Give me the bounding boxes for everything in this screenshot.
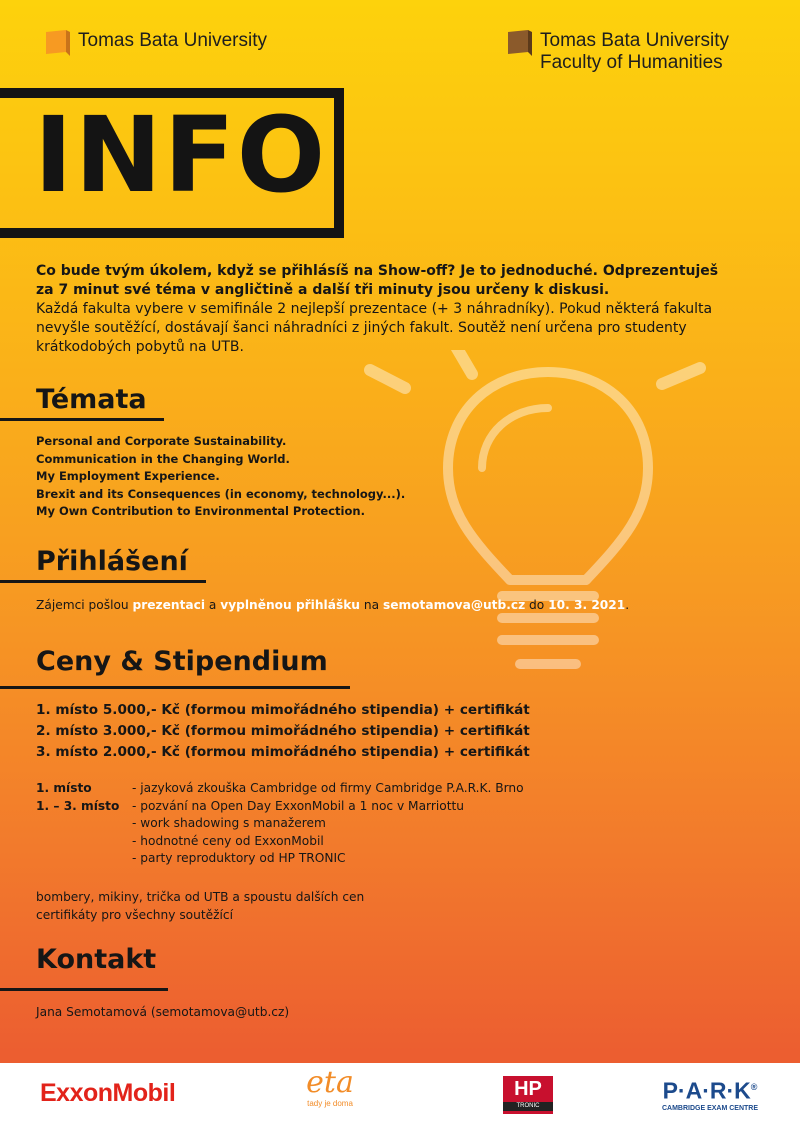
contact-heading: Kontakt [36,944,157,975]
list-item [36,780,524,798]
topics-heading: Témata [36,384,147,415]
award-desc: - pozvání na Open Day ExxonMobil a 1 noc v Marriottu [132,798,464,813]
award-desc: - jazyková zkouška Cambridge od firmy Cambridge P.A.R.K. Brno [132,781,524,795]
list-item [36,798,524,816]
list-item: My Own Contribution to Environmental Protection. [36,504,365,519]
hp-tronic-label: TRONIC [503,1102,553,1111]
presentation-link[interactable]: prezentaci [132,598,206,612]
hp-wordmark: HP [514,1078,542,1100]
email-link[interactable]: semotamova@utb.cz [382,598,526,612]
lightbulb-icon [360,350,730,680]
list-item: 3. místo 2.000,- Kč (formou mimořádného stipendia) + certifikát [36,744,530,760]
eta-logo [290,1067,370,1108]
exxonmobil-logo: ExxonMobil [40,1079,176,1107]
park-subtitle: CAMBRIDGE EXAM CENTRE [661,1104,759,1112]
prizes-list [36,700,530,763]
award-desc: - party reproduktory od HP TRONIC [132,851,346,866]
text-part: do [525,598,549,612]
text-part: a [205,598,221,612]
award-place [36,815,132,833]
list-item: My Employment Experience. [36,469,220,484]
awards-list [36,780,524,868]
intro-line: krátkodobých pobytů na UTB. [36,339,244,355]
prizes-heading: Ceny & Stipendium [36,646,328,677]
extra-line: bombery, mikiny, trička od UTB a spoustu dalších cen [36,890,365,904]
fhs-logo [508,30,729,74]
intro-text [36,262,776,357]
section-divider [0,686,350,689]
faculty-name: Faculty of Humanities [540,52,723,73]
list-item [36,833,524,851]
list-item: Communication in the Changing World. [36,451,290,466]
extra-line: certifikáty pro všechny soutěžící [36,908,234,922]
university-name: Tomas Bata University [78,30,268,51]
topics-list [36,433,405,521]
eta-wordmark: eta [306,1065,354,1100]
award-place [36,850,132,868]
registration-heading: Přihlášení [36,546,188,577]
page-title: INFO [34,94,328,216]
intro-bold-line: Co bude tvým úkolem, když se přihlásíš na Show-off? Je to jednoduché. Odprezentuješ [36,263,719,279]
park-logo [655,1073,765,1112]
award-desc: - work shadowing s manažerem [132,816,326,831]
award-place: 1. – 3. místo [36,798,120,813]
registration-text [36,598,629,612]
text-part: . [625,598,630,612]
section-divider [0,988,168,991]
award-desc: - hodnotné ceny od ExxonMobil [132,833,324,848]
list-item: Brexit and its Consequences (in economy, technology...). [36,486,406,501]
intro-line: nevyšle soutěžící, dostávají šanci náhradníci z jiných fakult. Soutěž není určena pro studenty [36,320,687,336]
list-item: Personal and Corporate Sustainability. [36,434,287,448]
extra-prizes [36,888,364,924]
text-part: na [359,598,383,612]
registered-mark: ® [750,1082,758,1092]
sponsor-bar [0,1063,800,1132]
award-place [36,833,132,851]
list-item [36,850,524,868]
book-icon [508,30,532,56]
list-item: 1. místo 5.000,- Kč (formou mimořádného stipendia) + certifikát [36,702,530,718]
list-item [36,815,524,833]
hp-tronic-logo [503,1076,553,1114]
contact-person: Jana Semotamová (semotamova@utb.cz) [36,1005,290,1019]
park-wordmark [655,1073,765,1105]
eta-tagline: tady je doma [307,1099,353,1108]
intro-bold-line: za 7 minut své téma v angličtině a další tři minuty jsou určeny k diskusi. [36,282,610,298]
tbu-logo [46,30,267,56]
university-name: Tomas Bata University [540,30,730,51]
section-divider [0,418,164,421]
park-text: P·A·R·K [662,1077,751,1104]
award-place: 1. místo [36,781,92,795]
list-item: 2. místo 3.000,- Kč (formou mimořádného stipendia) + certifikát [36,723,530,739]
book-icon [46,30,70,56]
text-part: Zájemci pošlou [36,598,133,612]
section-divider [0,580,206,583]
deadline-date: 10. 3. 2021 [548,598,626,612]
application-form-link[interactable]: vyplněnou přihlášku [220,598,360,612]
intro-line: Každá fakulta vybere v semifinále 2 nejlepší prezentace (+ 3 náhradníky). Pokud některá fakulta [36,301,713,317]
